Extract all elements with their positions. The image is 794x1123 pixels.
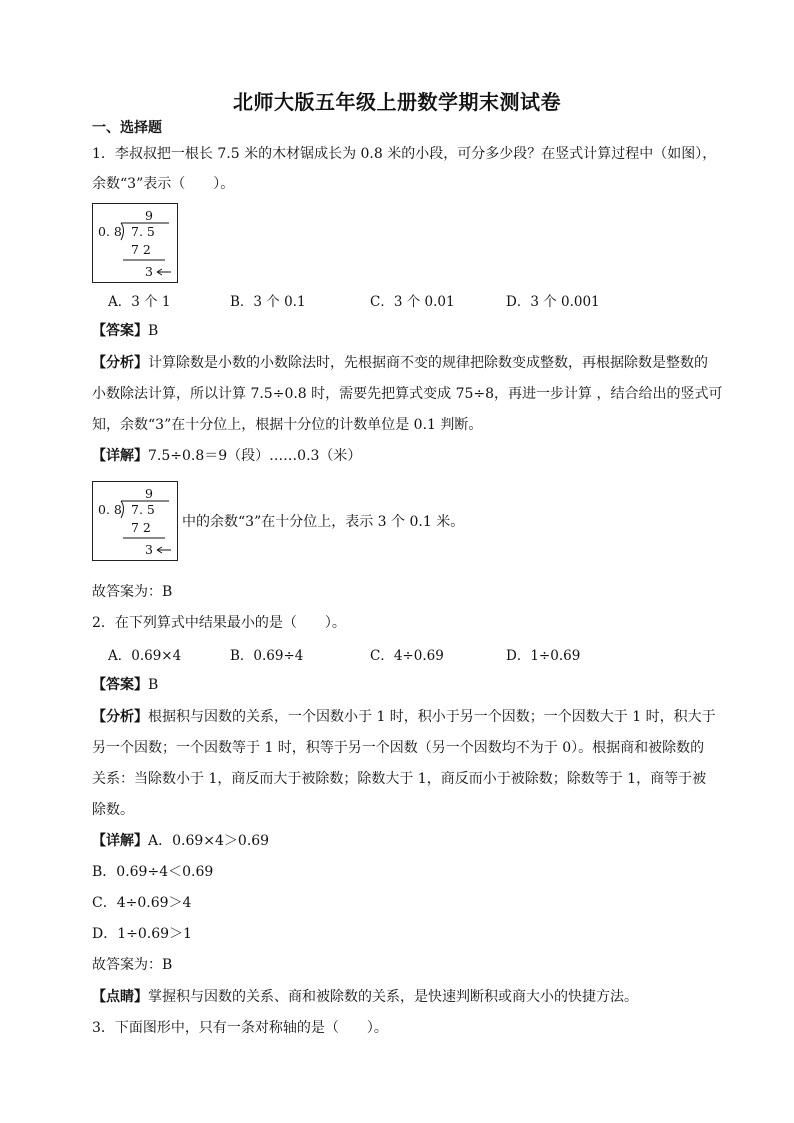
- q2-detail-b: B．0.69÷4＜0.69: [92, 864, 214, 880]
- q2-conclusion: 故答案为：B: [92, 957, 173, 973]
- q3-stem: 3．下面图形中，只有一条对称轴的是（ ）。: [92, 1020, 388, 1036]
- division-product: 7 2: [131, 520, 151, 535]
- analysis-text: 根据积与因数的关系，一个因数小于 1 时，积小于另一个因数；一个因数大于 1 时，积大于: [148, 709, 716, 725]
- q2-stem: 2．在下列算式中结果最小的是（ ）。: [92, 615, 346, 631]
- division-product: 7 2: [131, 242, 151, 257]
- q2-detail-c: C．4÷0.69＞4: [92, 895, 192, 911]
- long-division-diagram: [93, 204, 179, 284]
- detail-text: A．0.69×4＞0.69: [148, 833, 270, 849]
- q2-answer: [92, 675, 712, 695]
- q2-analysis-line2: 另一个因数；一个因数等于 1 时，积等于另一个因数（另一个因数均不为于 0）。根据商和被除数的: [92, 740, 705, 756]
- detail-tag: 【详解】: [92, 833, 148, 849]
- q2-analysis-line1: [92, 707, 716, 727]
- q1-analysis-line3: 知，余数“3”在十分位上，根据十分位的计数单位是 0.1 判断。: [92, 417, 483, 433]
- q1-answer: [92, 321, 712, 341]
- q1-option-a: A．3 个 1: [108, 294, 171, 310]
- analysis-tag: 【分析】: [92, 355, 148, 371]
- q1-analysis-line1: [92, 353, 712, 373]
- long-division-diagram-2: [93, 482, 179, 562]
- analysis-text: 计算除数是小数的小数除法时，先根据商不变的规律把除数变成整数，再根据除数是整数的: [148, 355, 708, 371]
- q1-option-c: C．3 个 0.01: [370, 294, 455, 310]
- q1-division-figure: [92, 203, 178, 283]
- division-divisor: 0. 8: [98, 502, 122, 517]
- detail-tag: 【详解】: [92, 448, 148, 464]
- section-heading-choice: 一、选择题: [92, 120, 162, 136]
- q2-tip: [92, 987, 712, 1007]
- division-quotient: 9: [145, 208, 153, 223]
- detail-text: 7.5÷0.8＝9（段）……0.3（米）: [148, 448, 362, 464]
- tip-tag: 【点睛】: [92, 989, 148, 1005]
- q1-option-b: B．3 个 0.1: [230, 294, 306, 310]
- q1-stem-line1: 1．李叔叔把一根长 7.5 米的木材锯成长为 0.8 米的小段，可分多少段？在竖式计算过程中（如图），: [92, 146, 717, 162]
- q2-detail-d: D．1÷0.69＞1: [92, 926, 192, 942]
- division-dividend: 7. 5: [131, 224, 155, 239]
- q1-detail: [92, 446, 712, 466]
- q2-option-d: D．1÷0.69: [506, 648, 581, 664]
- page-title: 北师大版五年级上册数学期末测试卷: [233, 90, 561, 114]
- division-dividend: 7. 5: [131, 502, 155, 517]
- tip-text: 掌握积与因数的关系、商和被除数的关系，是快速判断积或商大小的快捷方法。: [148, 989, 638, 1005]
- answer-value: B: [148, 677, 159, 693]
- q2-analysis-line3: 关系：当除数小于 1，商反而大于被除数；除数大于 1，商反而小于被除数；除数等于 1，商等于被: [92, 771, 707, 787]
- answer-tag: 【答案】: [92, 323, 148, 339]
- analysis-tag: 【分析】: [92, 709, 148, 725]
- q2-analysis-line4: 除数。: [92, 802, 134, 818]
- division-remainder: 3: [145, 264, 153, 279]
- q2-option-a: A．0.69×4: [108, 648, 182, 664]
- q1-stem-line2: 余数“3”表示（ ）。: [92, 176, 235, 192]
- q1-analysis-line2: 小数除法计算，所以计算 7.5÷0.8 时，需要先把算式变成 75÷8，再进一步计算 ，结合给出的竖式可: [92, 386, 723, 402]
- division-quotient: 9: [145, 486, 153, 501]
- division-remainder: 3: [145, 542, 153, 557]
- q1-conclusion: 故答案为：B: [92, 584, 173, 600]
- q2-option-b: B．0.69÷4: [230, 648, 304, 664]
- division-divisor: 0. 8: [98, 224, 122, 239]
- q1-option-d: D．3 个 0.001: [506, 294, 600, 310]
- q2-option-c: C．4÷0.69: [370, 648, 444, 664]
- q2-detail-a: [92, 831, 712, 851]
- q1-detail-division-figure: [92, 481, 178, 561]
- answer-value: B: [148, 323, 159, 339]
- q1-detail-after-figure: 中的余数“3”在十分位上，表示 3 个 0.1 米。: [182, 514, 465, 530]
- answer-tag: 【答案】: [92, 677, 148, 693]
